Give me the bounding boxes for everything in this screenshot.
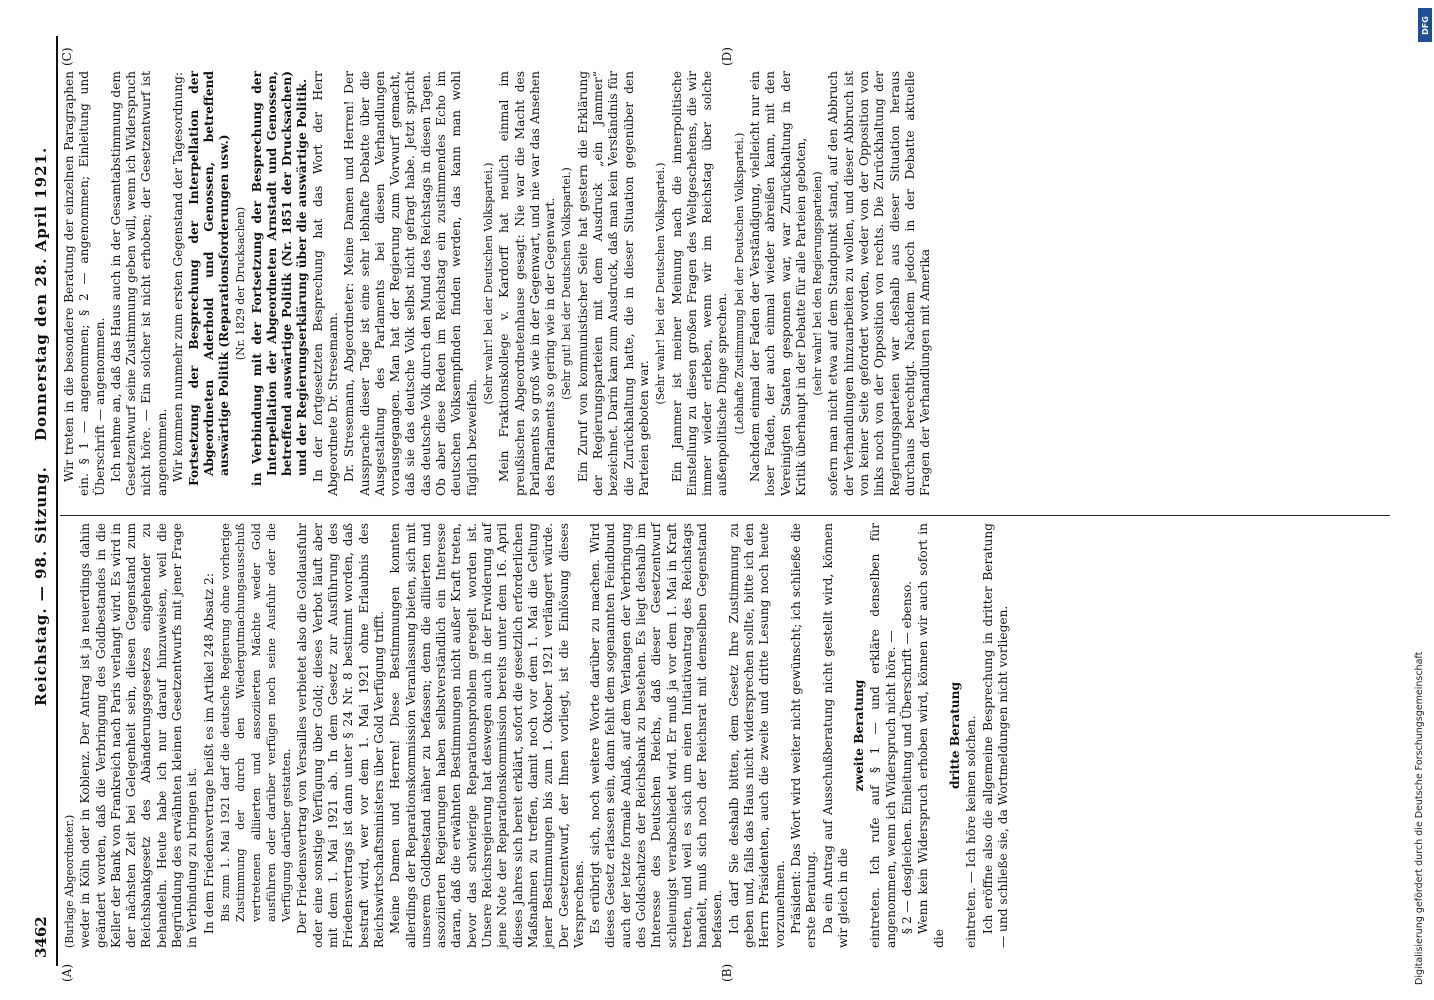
page-number: 3462 xyxy=(32,916,50,958)
interjection: (sehr wahr! bei den Regierungsparteien) xyxy=(811,171,825,396)
interjection: (Sehr wahr! bei der Deutschen Volkspartei.) xyxy=(654,162,668,405)
margin-letter-b: (B) xyxy=(720,963,734,982)
paragraph: Meine Damen und Herren! Diese Bestimmungen konnten allerdings der Reparationskommission Veranlassung bieten, sich mit unserem Goldbestand näher zu befassen; denn die alliierten und assoziierten Regierungen haben selbstverständlich ein Interesse daran, daß die erwähnten Bestimmungen nicht außer Kraft treten, bevor das schwierige Reparationsproblem geregelt worden ist. Unsere Reichsregierung hat deswegen auch in der Erwiderung auf jene Note der Reparationskommission bereits unter dem 16. April dieses Jahres sich bereit erklärt, sofort die gesetzlich erforderlichen Maßnahmen zu treffen, damit noch vor dem 1. Mai die Geltung jener Bestimmungen bis zum 1. Oktober 1921 verlängert würde. Der Gesetzentwurf, der Ihnen vorliegt, ist die Einlösung dieses Versprechens. xyxy=(388,523,586,948)
dfg-logo: DFG xyxy=(1418,8,1432,42)
paragraph: § 2 — desgleichen. Einleitung und Überschrift — ebenso. xyxy=(900,581,915,934)
left-column xyxy=(62,523,1012,948)
session-date: Donnerstag den 28. April 1921. xyxy=(32,146,50,441)
paragraph: Nachdem einmal der Faden der Verständigung, vielleicht nur ein loser Faden, der auch einmal wieder abreißen kann, mit den Vereinigten Staaten gesponnen war, war Zurückhaltung in der Kritik überhaupt in der Debatte für alle Parteien geboten, xyxy=(747,71,808,496)
header-rule xyxy=(56,36,58,966)
running-head: Reichstag. — 98. Sitzung. xyxy=(32,466,50,706)
right-column xyxy=(62,71,935,496)
section-heading: dritte Beratung xyxy=(947,681,962,790)
paragraph: In dem Friedensvertrage heißt es im Artikel 248 Absatz 2: xyxy=(201,573,216,934)
margin-letter-c: (C) xyxy=(60,47,74,66)
column-divider xyxy=(60,515,1390,516)
paragraph: Wir treten in die besondere Beratung der einzelnen Paragraphen ein. § 1 — angenommen; § 2 — angenommen; Einleitung und Überschrift — angenommen. xyxy=(62,71,107,496)
page-header xyxy=(30,36,54,966)
interjection: (Sehr gut! bei der Deutschen Volkspartei.) xyxy=(560,167,574,400)
paragraph: Mein Fraktionskollege v. Kardorff hat neulich einmal im preußischen Abgeordnetenhause gesagt: Nie war die Macht des Parlaments so groß wie in der Gegenwart, und nie war das Ansehen des Parlaments so gering wie in der Gegenwart. xyxy=(497,71,558,496)
paragraph: Es erübrigt sich, noch weitere Worte darüber zu machen. Wird dieses Gesetz erlassen sein, dann fehlt dem sogenannten Feindbund auch der letzte formale Anlaß, auf dem Verlangen der Verbringung des Goldschatzes der Reichsbank zu bestehen. Es liegt deshalb im Interesse des Deutschen Reichs, daß dieser Gesetzentwurf schleunigst verabschiedet wird. Er muß ja vor dem 1. Mai in Kraft treten, und weil es sich um einen Initiativantrag des Reichstags handelt, muß sich noch der Reichsrat mit demselben Gegenstand befassen. xyxy=(588,523,725,948)
paragraph: sofern man nicht etwa auf dem Standpunkt stand, auf den Abbruch der Verhandlungen hinzuarbeiten zu wollen, und dieser Abbruch ist von keiner Seite gefordert worden, weder von der Opposition von links noch von der Opposition von rechts. Die Zurückhaltung der Regierungsparteien war deshalb aus dieser Situation heraus durchaus berechtigt. Nachdem jedoch in der Debatte aktuelle Fragen der Verhandlungen mit Amerika xyxy=(826,71,933,496)
paragraph: Ein Zuruf von kommunistischer Seite hat gestern die Erklärung der Regierungsparteien mit dem Ausdruck „ein Jammer“ bezeichnet. Darin kam zum Ausdruck, daß man kein Verständnis für die Zurückhaltung hatte, die in dieser Situation gegenüber den Parteien geboten war. xyxy=(575,71,651,496)
paragraph: Ich eröffne also die allgemeine Besprechung in dritter Beratung — und schließe sie, da Wortmeldungen nicht vorliegen. xyxy=(980,523,1010,948)
paragraph: Ich darf Sie deshalb bitten, dem Gesetz Ihre Zustimmung zu geben und, falls das Haus nicht widersprechen sollte, bitte ich den Herrn Präsidenten, auch die zweite und dritte Lesung noch heute vorzunehmen. xyxy=(726,523,787,948)
interjection: (Sehr wahr! bei der Deutschen Volkspartei.) xyxy=(481,162,495,405)
paragraph: Präsident: Das Wort wird weiter nicht gewünscht; ich schließe die erste Beratung. xyxy=(788,523,819,948)
paragraph: weder in Köln oder in Koblenz. Der Antrag ist ja neuerdings dahin geändert worden, daß die Verbringung des Goldbestandes in die Keller der Bank von Frankreich nach Paris verlangt wird. Es wird in der nächsten Zeit bei Gelegenheit sein, diesen Gegenstand zum Reichsbankgesetz des Abänderungsgesetzes eingehender zu behandeln. Heute habe ich nur darauf hinzuweisen, weil die Begründung des erwähnten kleinen Gesetzentwurfs mit jener Frage in Verbindung zu bringen ist. xyxy=(78,523,200,948)
paragraph: eintreten. Ich rufe auf § 1 — und erkläre denselben für angenommen, wenn ich Widerspruch nicht höre. — xyxy=(868,523,898,948)
paragraph: Wir kommen nunmehr zum ersten Gegenstand der Tagesordnung: xyxy=(171,72,186,482)
paragraph: Ein Jammer ist meiner Meinung nach die innerpolitische Einstellung zu diesen großen Fragen des Weltgeschehens, die wir immer wieder erleben, wenn wir im Reichstag über solche außenpolitische Dinge sprechen. xyxy=(669,71,730,496)
interjection: (Lebhafte Zustimmung bei der Deutschen Volkspartei.) xyxy=(732,132,746,435)
document-reference: (Nr. 1829 der Drucksachen) xyxy=(234,206,248,361)
digitization-credit: Digitalisierung gefördert durch die Deutsche Forschungsgemeinschaft xyxy=(1414,651,1425,985)
paragraph: Der Friedensvertrag von Versailles verbietet also die Goldausfuhr oder eine sonstige Verfügung über Gold; dieses Verbot läuft aber mit dem 1. Mai 1921 ab. In dem Gesetz zur Ausführung des Friedensvertrags ist dann unter § 24 Nr. 8 bestimmt worden, daß bestraft wird, wer vor dem 1. Mai 1921 ohne Erlaubnis des Reichswirtschaftsministers über Gold Verfügung trifft. xyxy=(295,523,386,948)
scanned-page xyxy=(30,36,1400,982)
paragraph: Da ein Antrag auf Ausschußberatung nicht gestellt wird, können wir gleich in die xyxy=(820,523,850,948)
speaker-note: (Burlage Abgeordneter.) xyxy=(63,814,76,948)
paragraph: Ich nehme an, daß das Haus auch in der Gesamtabstimmung dem Gesetzentwurf seine Zustimmung geben will, wenn ich Widerspruch nicht höre. — Ein solcher ist nicht erhoben; der Gesetzentwurf ist angenommen. xyxy=(108,71,169,496)
quotation: Bis zum 1. Mai 1921 darf die deutsche Regierung ohne vorherige Zustimmung der durch den Wiedergutmachungsausschuß vertretenen alliierten und assoziierten Mächte weder Gold ausführen oder darüber verfügen noch seine Ausfuhr oder die Verfügung darüber gestatten. xyxy=(217,523,294,922)
agenda-heading: in Verbindung mit der Fortsetzung der Besprechung der Interpellation der Abgeordneten Arnstadt und Genossen, betreffend auswärtige Politik (Nr. 1851 der Drucksachen) und der Regierungserklärung über die auswärtige Politik. xyxy=(249,71,309,486)
section-heading: zweite Beratung xyxy=(852,679,867,792)
paragraph: Wenn kein Widerspruch erhoben wird, können wir auch sofort in die xyxy=(916,523,946,948)
paragraph: Dr. Stresemann, Abgeordneter: Meine Damen und Herren! Der Aussprache dieser Tage ist eine sehr lebhafte Debatte über die Ausgestaltung des Parlaments bei diesen Verhandlungen vorausgegangen. Man hat der Regierung zum Vorwurf gemacht, daß sie das deutsche Volk selbst nicht gefragt habe. Jetzt spricht das deutsche Volk durch den Mund des Reichstags in diesen Tagen. Ob aber diese Reden im Reichstag ein zustimmendes Echo im deutschen Volksempfinden finden werden, das kann man wohl füglich bezweifeln. xyxy=(342,71,479,496)
agenda-heading: Fortsetzung der Besprechung der Interpellation der Abgeordneten Aderhold und Genossen, betreffend auswärtige Politik (Reparationsforderungen usw.) xyxy=(187,71,232,486)
margin-letter-a: (A) xyxy=(60,963,74,982)
paragraph: In der fortgesetzten Besprechung hat das Wort der Herr Abgeordnete Dr. Stresemann. xyxy=(310,71,340,496)
paragraph: eintreten. — Ich höre keinen solchen. xyxy=(964,715,979,948)
margin-letter-d: (D) xyxy=(720,47,734,66)
